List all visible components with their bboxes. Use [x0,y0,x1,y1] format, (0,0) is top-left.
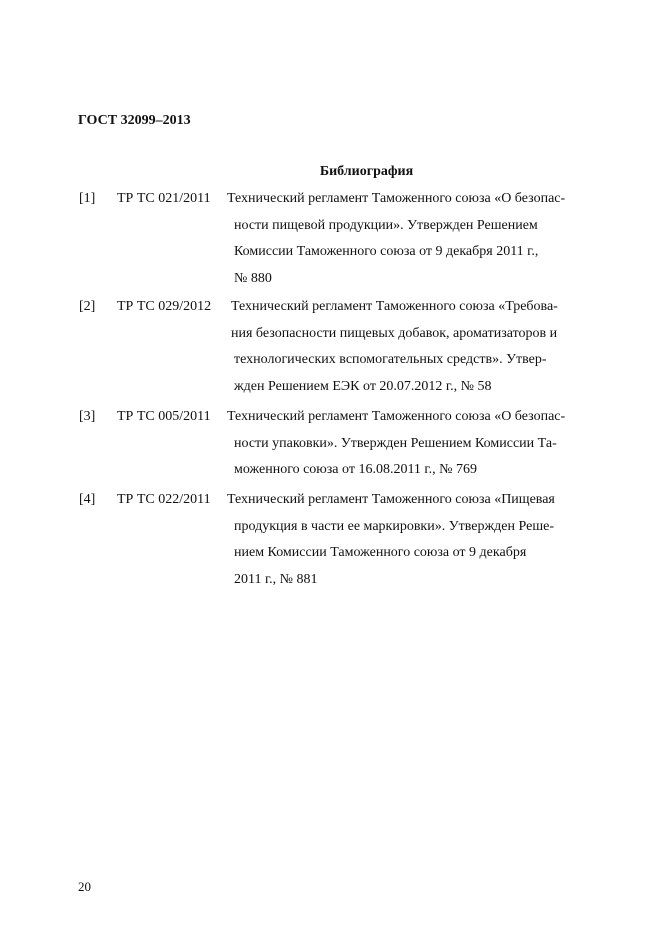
reference-code: ТР ТС 029/2012 [117,299,212,314]
reference-code: ТР ТС 021/2011 [117,191,211,206]
reference-text-line: продукция в части ее маркировки». Утвержден Реше- [234,518,554,534]
reference-text-line: Технический регламент Таможенного союза «О безопас- [227,191,566,206]
reference-text-line: технологических вспомогательных средств». Утвер- [234,352,547,367]
reference-text-line: № 880 [234,270,272,286]
reference-text-line: моженного союза от 16.08.2011 г., № 769 [234,462,477,477]
document-code: ГОСТ 32099–2013 [78,113,191,128]
reference-text-line: 2011 г., № 881 [234,571,318,587]
reference-number: [1] [79,191,96,206]
reference-text-line: ния безопасности пищевых добавок, ароматизаторов и [231,325,558,341]
reference-number: [3] [79,409,96,424]
reference-text-line: Технический регламент Таможенного союза «О безопас- [227,409,566,424]
reference-text-line: ности упаковки». Утвержден Решением Комиссии Та- [234,435,557,451]
reference-text-line: Технический регламент Таможенного союза «Требова- [231,299,558,314]
reference-text-line: нием Комиссии Таможенного союза от 9 декабря [234,545,527,560]
reference-text-line: Комиссии Таможенного союза от 9 декабря 2011 г., [234,244,539,259]
page-number: 20 [78,879,91,894]
reference-text-line: Технический регламент Таможенного союза «Пищевая [227,492,555,507]
reference-code: ТР ТС 005/2011 [117,409,211,424]
reference-number: [4] [79,492,96,507]
reference-text-line: жден Решением ЕЭК от 20.07.2012 г., № 58 [234,378,492,394]
reference-text-line: ности пищевой продукции». Утвержден Решением [234,217,538,233]
reference-number: [2] [79,299,96,314]
reference-code: ТР ТС 022/2011 [117,492,211,507]
bibliography-title: Библиография [319,164,414,179]
